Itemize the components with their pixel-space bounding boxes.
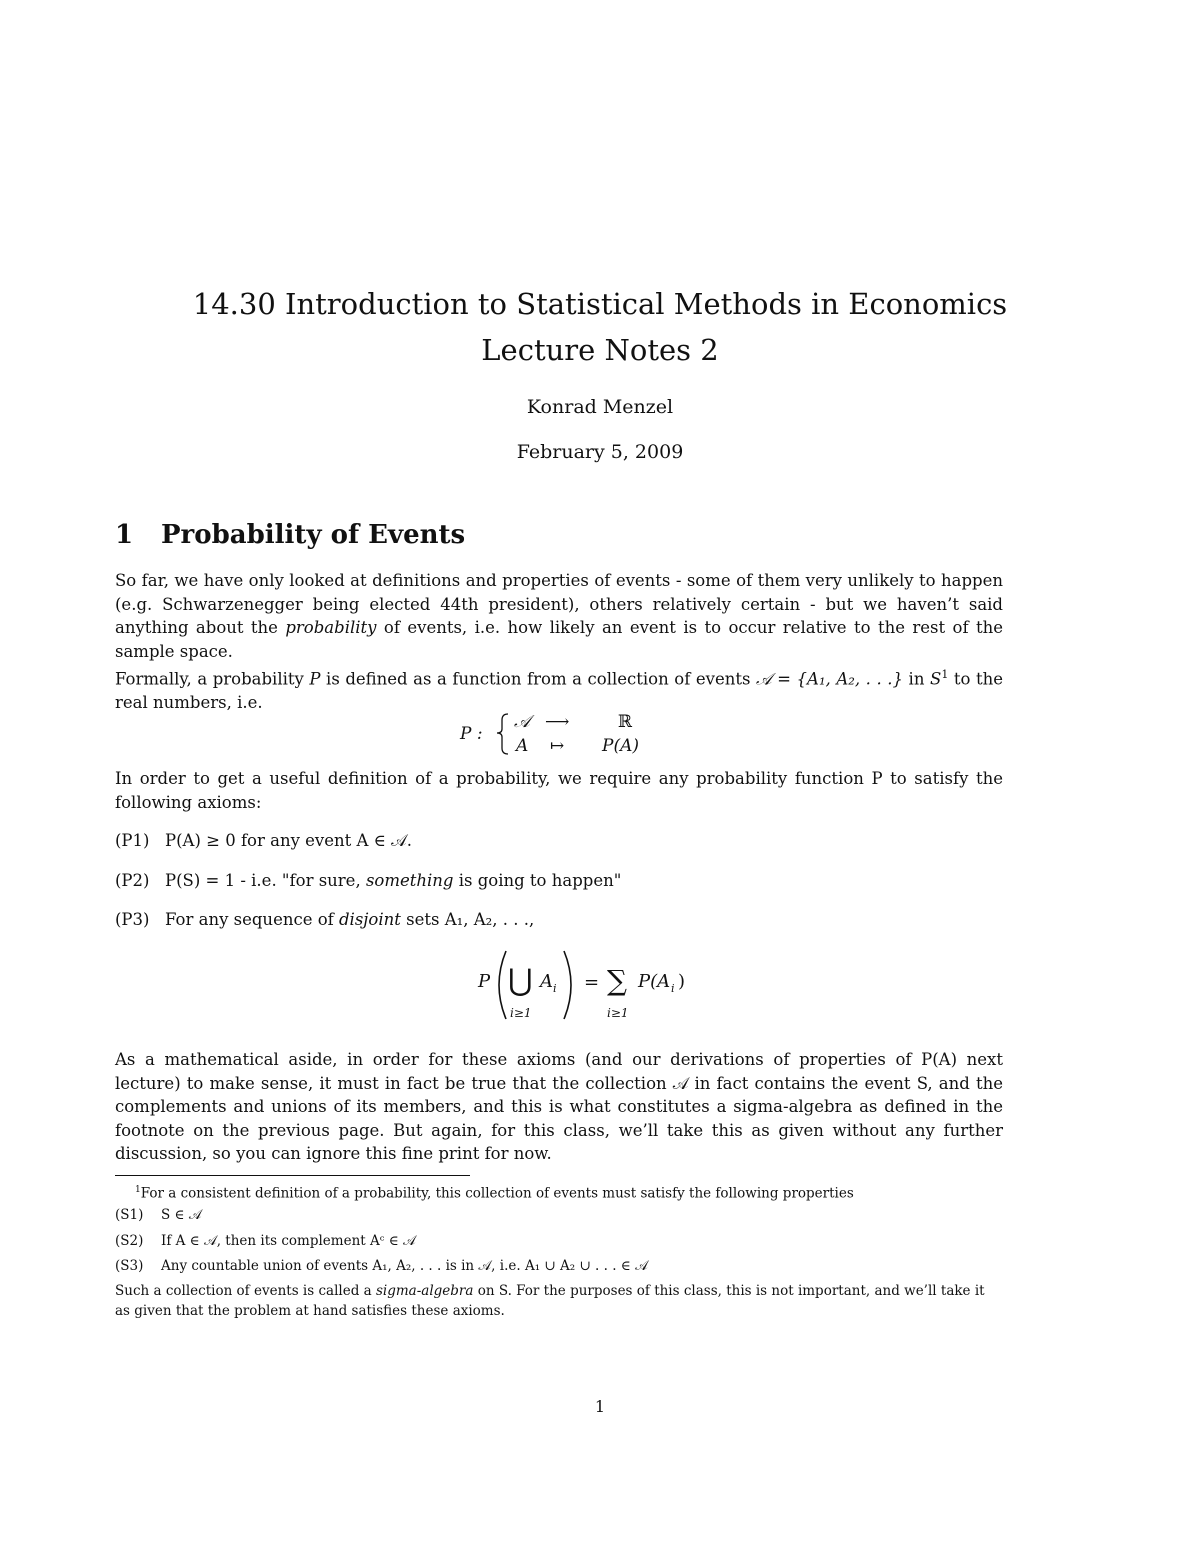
axiom-p2-text-2: is going to happen" xyxy=(453,871,622,890)
footnote-s1-label: (S1) xyxy=(115,1207,144,1223)
mapping-codomain: ℝ xyxy=(618,712,633,732)
mapping-lhs: P : xyxy=(460,724,483,744)
mapping-mapsto: ↦ xyxy=(550,736,565,756)
intro-text-1: So far, we have only looked at definitions and properties of events - some of them very unlikely to happen (e.g. Schwarzenegger being elected 44th president), others relatively certain - but we haven’t said anything about the xyxy=(115,571,1003,637)
footnote-closing xyxy=(115,1281,1003,1321)
eq-union-index: i≥1 xyxy=(510,1006,532,1020)
footnote-closing-text-2: on S. For the purposes of this class, this is not important, and we’ll take it as given that the problem at hand satisfies these axioms. xyxy=(115,1283,985,1319)
axiom-p1-label: (P1) xyxy=(115,831,150,850)
footnote-s3-label: (S3) xyxy=(115,1258,144,1274)
definition-S: S xyxy=(930,669,942,689)
definition-text-1: Formally, a probability xyxy=(115,669,310,689)
definition-text-2: is defined as a function from a collection of events xyxy=(320,669,756,689)
author: Konrad Menzel xyxy=(526,396,674,418)
intro-emphasis: probability xyxy=(285,618,377,637)
document-title-line1: 14.30 Introduction to Statistical Methods in Economics xyxy=(192,287,1008,321)
definition-text-3: in xyxy=(903,669,930,689)
section-heading xyxy=(115,520,465,550)
intro-paragraph xyxy=(115,569,1003,715)
axiom-p2 xyxy=(115,869,621,893)
left-brace xyxy=(497,714,508,754)
axiom-p2-text-1: P(S) = 1 - i.e. "for sure, xyxy=(165,871,366,890)
definition-P: P xyxy=(309,669,321,689)
axiom-p1 xyxy=(115,829,412,853)
probability-mapping xyxy=(450,706,670,760)
footnote-closing-emphasis: sigma-algebra xyxy=(375,1283,474,1299)
axiom-p2-label: (P2) xyxy=(115,871,150,890)
eq-Ai: A xyxy=(540,971,553,992)
footnote-closing-text-1: Such a collection of events is called a xyxy=(115,1283,376,1299)
footnote-s3-text: Any countable union of events A₁, A₂, . . . is in 𝒜, i.e. A₁ ∪ A₂ ∪ . . . ∈ 𝒜 xyxy=(161,1258,648,1274)
mapping-domain: 𝒜 xyxy=(514,712,531,732)
axiom-p3-text-1: For any sequence of xyxy=(165,910,339,929)
footnote-s2-label: (S2) xyxy=(115,1233,144,1249)
axiom-p3 xyxy=(115,908,534,932)
eq-P: P xyxy=(478,971,491,992)
eq-left-paren xyxy=(499,951,506,1019)
footnote-intro xyxy=(115,1180,1003,1204)
date: February 5, 2009 xyxy=(516,441,684,463)
footnote-s3 xyxy=(115,1256,648,1276)
intro-text-2: of events, i.e. how likely an event is to occur relative to the rest of the sample space. xyxy=(115,618,1003,661)
footnote-mark: 1 xyxy=(135,1185,141,1195)
eq-union: ⋃ xyxy=(508,963,533,998)
footnote-reference: 1 xyxy=(941,668,949,681)
eq-rhs-close: ) xyxy=(678,971,686,992)
eq-equals: = xyxy=(584,972,600,993)
axiom-p3-label: (P3) xyxy=(115,910,150,929)
mapping-element: A xyxy=(516,736,529,756)
axiom-p3-text-2: sets A₁, A₂, . . ., xyxy=(400,910,535,929)
definition-text-4: to the real numbers, i.e. xyxy=(115,669,1003,712)
footnote-rule xyxy=(115,1175,470,1176)
section-title: Probability of Events xyxy=(161,520,466,550)
mapping-arrow: ⟶ xyxy=(545,712,570,732)
axiom-p2-emphasis: something xyxy=(365,871,454,890)
eq-Ai-subscript: i xyxy=(553,982,557,995)
definition-set: 𝒜 = {A₁, A₂, . . .} xyxy=(756,669,903,689)
footnote-intro-text: For a consistent definition of a probability, this collection of events must satisfy the following properties xyxy=(140,1185,854,1202)
axiom-p1-text: P(A) ≥ 0 for any event A ∈ 𝒜. xyxy=(165,831,412,850)
page-number: 1 xyxy=(594,1397,606,1416)
additivity-equation xyxy=(470,945,710,1025)
eq-sum-index: i≥1 xyxy=(607,1006,629,1020)
eq-rhs: P(A xyxy=(638,971,671,992)
mapping-image: P(A) xyxy=(602,736,639,756)
axiom-p3-emphasis: disjoint xyxy=(339,910,401,929)
footnote-s1-text: S ∈ 𝒜 xyxy=(161,1207,202,1223)
axioms-intro: In order to get a useful definition of a probability, we require any probability function P to satisfy the following axioms: xyxy=(115,769,1003,812)
eq-right-paren xyxy=(564,951,571,1019)
eq-sum: ∑ xyxy=(607,964,627,997)
document-title-line2: Lecture Notes 2 xyxy=(481,333,719,367)
footnote-s2-text: If A ∈ 𝒜, then its complement Aᶜ ∈ 𝒜 xyxy=(161,1233,416,1249)
footnote-s1 xyxy=(115,1205,202,1225)
footnote-s2 xyxy=(115,1231,416,1251)
mathematical-aside: As a mathematical aside, in order for these axioms (and our derivations of properties of P(A) next lecture) to make sense, it must in fact be true that the collection 𝒜 in fact contains the event S, and the complements and unions of its members, and this is what constitutes a sigma-algebra as defined in the footnote on the previous page. But again, for this class, we’ll take this as given without any further discussion, so you can ignore this fine print for now. xyxy=(115,1050,1003,1163)
section-number: 1 xyxy=(115,520,134,550)
eq-rhs-subscript: i xyxy=(671,982,675,995)
